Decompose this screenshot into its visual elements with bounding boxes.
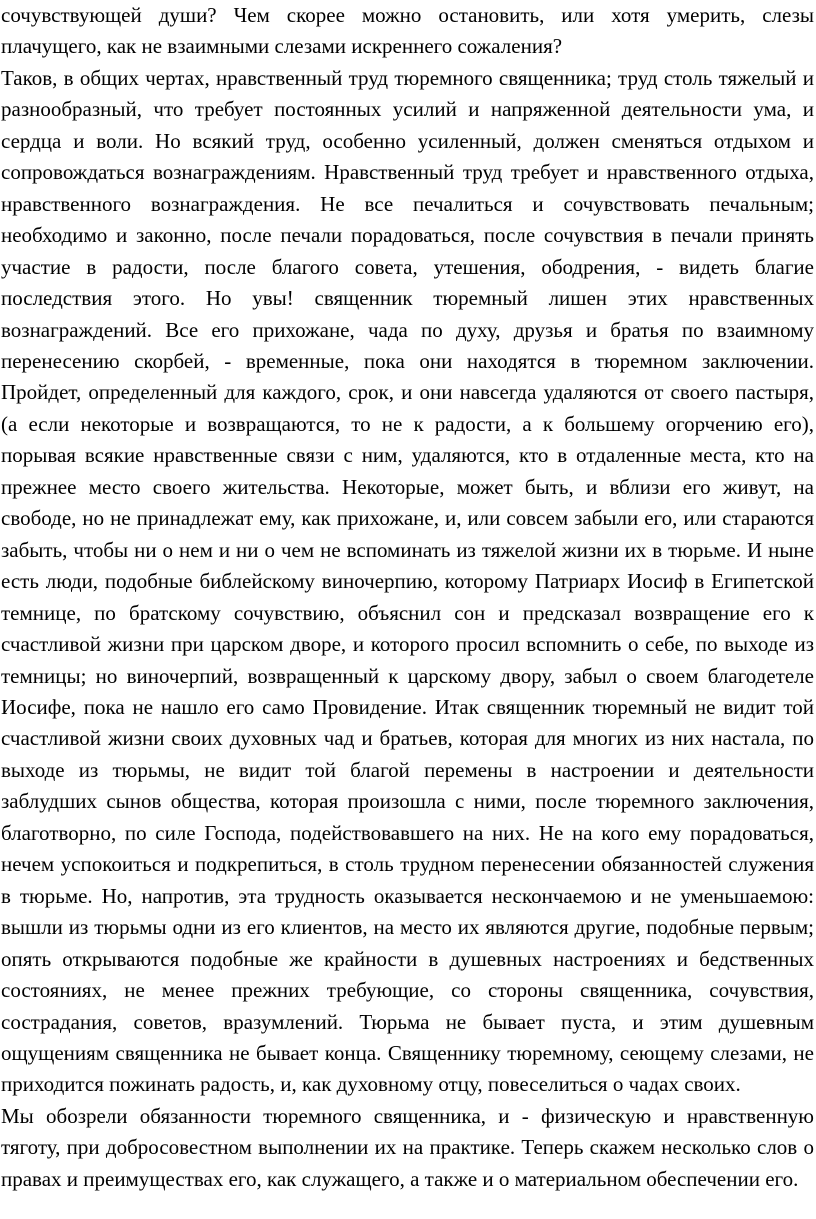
paragraph-1: сочувствующей души? Чем скорее можно остановить, или хотя умерить, слезы плачущего, как не взаимными слезами искреннего сожаления? [1,3,814,59]
paragraph-2: Таков, в общих чертах, нравственный труд тюремного священника; труд столь тяжелый и разнообразный, что требует постоянных усилий и напряженной деятельности ума, и сердца и воли. Но всякий труд, особенно усиленный, должен сменяться отдыхом и сопровождаться вознаграждениям. Нравственный труд требует и нравственного отдыха, нравственного вознаграждения. Не все печалиться и сочувствовать печальным; необходимо и законно, после печали порадоваться, после сочувствия в печали принять участие в радости, после благого совета, утешения, ободрения, - видеть благие последствия этого. Но увы! священник тюремный лишен этих нравственных вознаграждений. Все его прихожане, чада по духу, друзья и братья по взаимному перенесению скорбей, - временные, пока они находятся в тюремном заключении. Пройдет, определенный для каждого, срок, и они навсегда удаляются от своего пастыря, (а если некоторые и возвращаются, то не к радости, а к большему огорчению его), порывая всякие нравственные связи с ним, удаляются, кто в отдаленные места, кто на прежнее место своего жительства. Некоторые, может быть, и вблизи его живут, на свободе, но не принадлежат ему, как прихожане, и, или совсем забыли его, или стараются забыть, чтобы ни о нем и ни о чем не вспоминать из тяжелой жизни их в тюрьме. И ныне есть люди, подобные библейскому виночерпию, которому Патриарх Иосиф в Египетской темнице, по братскому сочувствию, объяснил сон и предсказал возвращение его к счастливой жизни при царском дворе, и которого просил вспомнить о себе, по выходе из темницы; но виночерпий, возвращенный к царскому двору, забыл о своем благодетеле Иосифе, пока не нашло его само Провидение. Итак священник тюремный не видит той счастливой жизни своих духовных чад и братьев, которая для многих из них настала, по выходе из тюрьмы, не видит той благой перемены в настроении и деятельности заблудших сынов общества, которая произошла с ними, после тюремного заключения, благотворно, по силе Господа, подействовавшего на них. Не на кого ему порадоваться, нечем успокоиться и подкрепиться, в столь трудном перенесении обязанностей служения в тюрьме. Но, напротив, эта трудность оказывается нескончаемою и не уменьшаемою: вышли из тюрьмы одни из его клиентов, на место их являются другие, подобные первым; опять открываются подобные же крайности в душевных настроениях и бедственных состояниях, не менее прежних требующие, со стороны священника, сочувствия, сострадания, советов, вразумлений. Тюрьма не бывает пуста, и этим душевным ощущениям священника не бывает конца. Священнику тюремному, сеющему слезами, не приходится пожинать радость, и, как духовному отцу, повеселиться о чадах своих. [1,65,814,1097]
paragraph-3: Мы обозрели обязанности тюремного священника, и - физическую и нравственную тяготу, при добросовестном выполнении их на практике. Теперь скажем несколько слов о правах и преимуществах его, как служащего, а также и о материальном обеспечении его. [1,1103,814,1191]
